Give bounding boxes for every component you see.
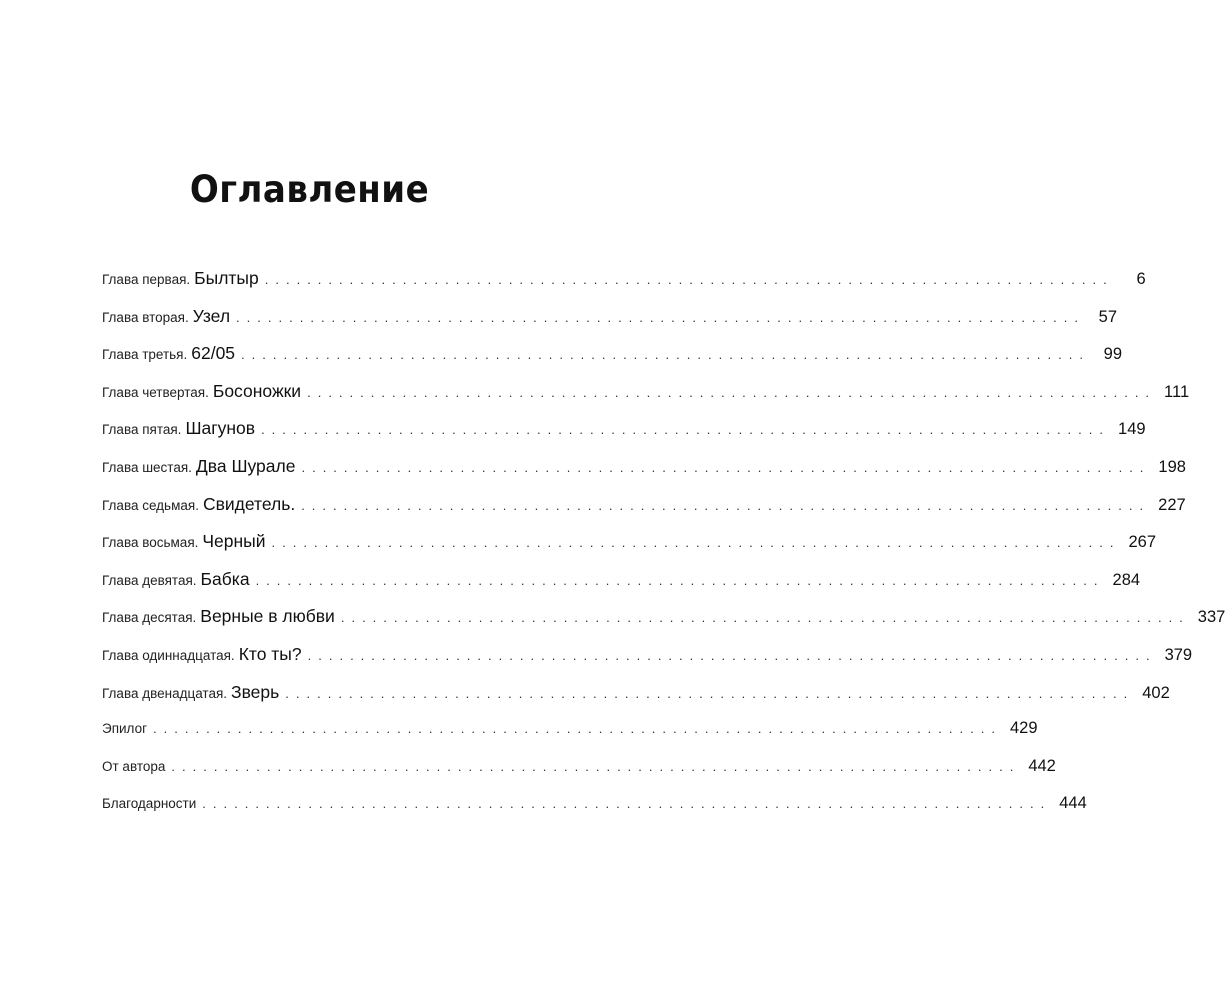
toc-entry-title: Босоножки <box>212 380 302 401</box>
dot-leader: ................................................................................ <box>264 272 1114 287</box>
toc-entry-title: Верные в любви <box>200 606 335 627</box>
toc-entry-prefix: Глава третья. <box>102 347 188 363</box>
toc-entry-page: 99 <box>1103 345 1122 364</box>
toc-entry[interactable] <box>102 343 1122 381</box>
toc-entry-title: Свидетель. <box>202 493 296 514</box>
dot-leader: ................................................................................ <box>261 422 1111 438</box>
dot-leader: ................................................................................ <box>301 459 1151 475</box>
dot-leader: ................................................................................ <box>307 647 1157 663</box>
toc-entry-page: 111 <box>1164 382 1190 401</box>
toc-entry-title: Узел <box>192 305 231 326</box>
toc-entry-prefix: Глава седьмая. <box>102 497 199 513</box>
toc-entry-prefix: Глава четвертая. <box>102 384 209 400</box>
toc-entry-page: 6 <box>1136 270 1146 288</box>
toc-entry-prefix: Глава шестая. <box>102 459 192 475</box>
toc-entry[interactable] <box>102 268 1146 306</box>
toc-entry-prefix: Глава одиннадцатая. <box>102 647 235 663</box>
toc-entry[interactable] <box>102 305 1117 344</box>
toc-entry-prefix: Эпилог <box>102 721 148 737</box>
toc-entry[interactable] <box>102 681 1170 720</box>
toc-entry-page: 57 <box>1098 307 1117 326</box>
toc-entry-prefix: Глава пятая. <box>102 422 182 438</box>
toc-entry-title: Зверь <box>231 681 280 702</box>
dot-leader: ................................................................................ <box>241 347 1090 363</box>
toc-entry-title: Шагунов <box>185 418 256 439</box>
toc-entry-title: Черный <box>202 531 266 552</box>
toc-entry-page: 402 <box>1142 683 1170 702</box>
toc-entry-page: 337 <box>1197 608 1225 627</box>
toc-entry-page: 284 <box>1112 570 1141 589</box>
toc-entry-title: 62/05 <box>191 343 236 364</box>
toc-entry-page: 149 <box>1118 420 1146 439</box>
dot-leader: ................................................................................ <box>301 497 1151 513</box>
toc-entry-prefix: Глава двенадцатая. <box>102 685 228 701</box>
toc-entry[interactable] <box>102 531 1157 569</box>
toc-entry[interactable] <box>102 719 1038 757</box>
toc-entry-prefix: Глава вторая. <box>102 309 189 325</box>
toc-entry[interactable] <box>102 606 1225 644</box>
toc-entry[interactable] <box>102 455 1186 494</box>
toc-entry-prefix: Глава восьмая. <box>102 535 199 551</box>
toc-entry-page: 227 <box>1158 495 1186 514</box>
toc-entry-page: 444 <box>1059 794 1087 813</box>
dot-leader: ................................................................................ <box>271 535 1121 551</box>
toc-entry-page: 267 <box>1128 533 1157 552</box>
dot-leader: ................................................................................ <box>307 384 1157 400</box>
toc-entry[interactable] <box>102 493 1186 532</box>
dot-leader: ................................................................................ <box>171 758 1021 774</box>
toc-entry-prefix: Глава девятая. <box>102 572 197 588</box>
toc-entry-page: 198 <box>1158 457 1186 476</box>
toc-entry-prefix: Благодарности <box>102 796 197 812</box>
toc-entry[interactable] <box>102 794 1087 832</box>
dot-leader: ................................................................................ <box>236 309 1085 325</box>
toc-entry-title: Былтыр <box>194 268 259 288</box>
toc-entry-title: Два Шурале <box>195 455 296 476</box>
toc-entry-page: 429 <box>1009 719 1038 738</box>
toc-entry-prefix: Глава десятая. <box>102 610 197 626</box>
dot-leader: ................................................................................ <box>153 721 1002 737</box>
toc-entry-prefix: От автора <box>102 758 166 774</box>
toc-entry-page: 379 <box>1164 645 1193 664</box>
dot-leader: ................................................................................ <box>340 610 1190 626</box>
dot-leader: ................................................................................ <box>202 796 1052 812</box>
toc-entry[interactable] <box>102 643 1193 682</box>
toc-entry-title: Кто ты? <box>238 643 302 664</box>
toc-entry-page: 442 <box>1028 756 1056 775</box>
table-of-contents <box>102 268 1225 832</box>
toc-entry-prefix: Глава первая. <box>102 272 191 287</box>
toc-entry[interactable] <box>102 568 1141 607</box>
dot-leader: ................................................................................ <box>285 685 1135 701</box>
toc-entry[interactable] <box>102 380 1190 419</box>
toc-entry-title: Бабка <box>200 568 250 589</box>
toc-entry[interactable] <box>102 418 1146 456</box>
dot-leader: ................................................................................ <box>255 572 1105 588</box>
toc-entry[interactable] <box>102 756 1056 795</box>
page-title: Оглавление <box>189 167 430 211</box>
